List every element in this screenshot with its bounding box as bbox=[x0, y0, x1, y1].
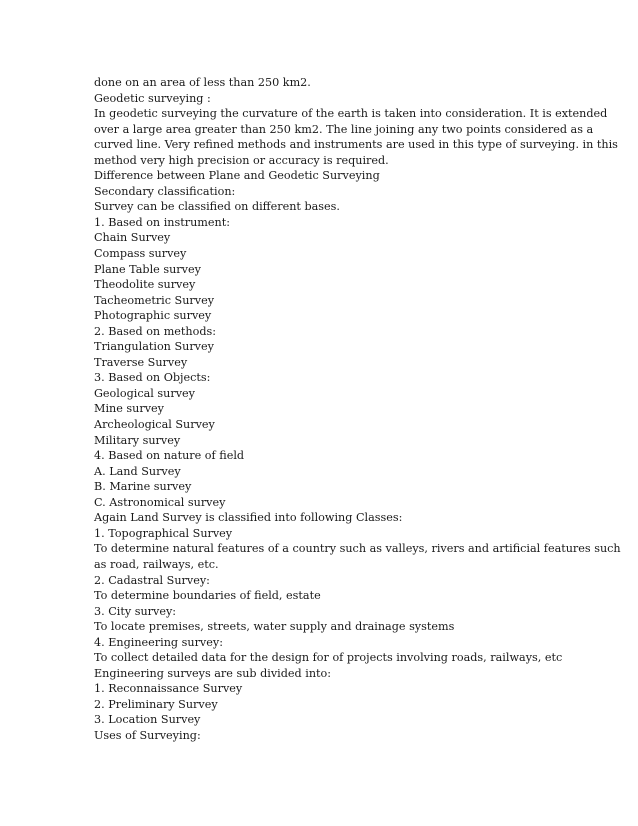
list-item: Traverse Survey bbox=[94, 355, 188, 369]
list-heading: 2. Cadastral Survey: bbox=[94, 573, 210, 587]
list-heading: 3. Based on Objects: bbox=[94, 371, 211, 385]
text-line: In geodetic surveying the curvature of the earth is taken into consideration. It is extended bbox=[94, 107, 608, 121]
text-line: Again Land Survey is classified into following Classes: bbox=[94, 511, 403, 525]
list-item: Photographic survey bbox=[94, 309, 212, 323]
list-item: 2. Preliminary Survey bbox=[94, 697, 218, 711]
text-line: as road, railways, etc. bbox=[94, 557, 219, 571]
section-heading: Difference between Plane and Geodetic Surveying bbox=[94, 169, 380, 183]
list-heading: 1. Topographical Survey bbox=[94, 526, 233, 540]
text-line: Survey can be classified on different bases. bbox=[94, 200, 340, 214]
document-body bbox=[94, 75, 621, 744]
text-line: To collect detailed data for the design for of projects involving roads, railways, etc bbox=[94, 651, 563, 665]
list-heading: 4. Engineering survey: bbox=[94, 635, 223, 649]
text-line: over a large area greater than 250 km2. The line joining any two points considered as a bbox=[94, 122, 594, 136]
text-line: curved line. Very refined methods and instruments are used in this type of surveying. in this bbox=[94, 138, 618, 152]
list-heading: 4. Based on nature of field bbox=[94, 449, 245, 463]
list-item: 3. Location Survey bbox=[94, 713, 201, 727]
list-item: Chain Survey bbox=[94, 231, 171, 245]
list-item: Mine survey bbox=[94, 402, 164, 416]
text-line: To determine natural features of a country such as valleys, rivers and artificial features such bbox=[94, 542, 621, 556]
list-heading: 3. City survey: bbox=[94, 604, 177, 618]
text-line: Engineering surveys are sub divided into: bbox=[94, 666, 332, 680]
section-heading: Uses of Surveying: bbox=[94, 728, 201, 742]
list-item: Tacheometric Survey bbox=[94, 293, 215, 307]
list-item: Geological survey bbox=[94, 386, 195, 400]
list-item: Archeological Survey bbox=[94, 418, 215, 432]
list-item: 1. Reconnaissance Survey bbox=[94, 682, 243, 696]
text-line: To locate premises, streets, water supply and drainage systems bbox=[94, 620, 455, 634]
text-line: To determine boundaries of field, estate bbox=[94, 589, 321, 603]
list-item: B. Marine survey bbox=[94, 480, 192, 494]
list-item: A. Land Survey bbox=[94, 464, 181, 478]
section-heading: Geodetic surveying : bbox=[94, 91, 211, 105]
section-heading: Secondary classification: bbox=[94, 184, 236, 198]
text-line: done on an area of less than 250 km2. bbox=[94, 76, 311, 89]
list-item: Military survey bbox=[94, 433, 181, 447]
list-item: Compass survey bbox=[94, 247, 187, 261]
list-item: C. Astronomical survey bbox=[94, 495, 226, 509]
text-line: method very high precision or accuracy is required. bbox=[94, 153, 389, 167]
list-heading: 1. Based on instrument: bbox=[94, 215, 230, 229]
list-heading: 2. Based on methods: bbox=[94, 324, 217, 338]
list-item: Triangulation Survey bbox=[94, 340, 214, 354]
list-item: Plane Table survey bbox=[94, 262, 201, 276]
list-item: Theodolite survey bbox=[94, 278, 196, 292]
